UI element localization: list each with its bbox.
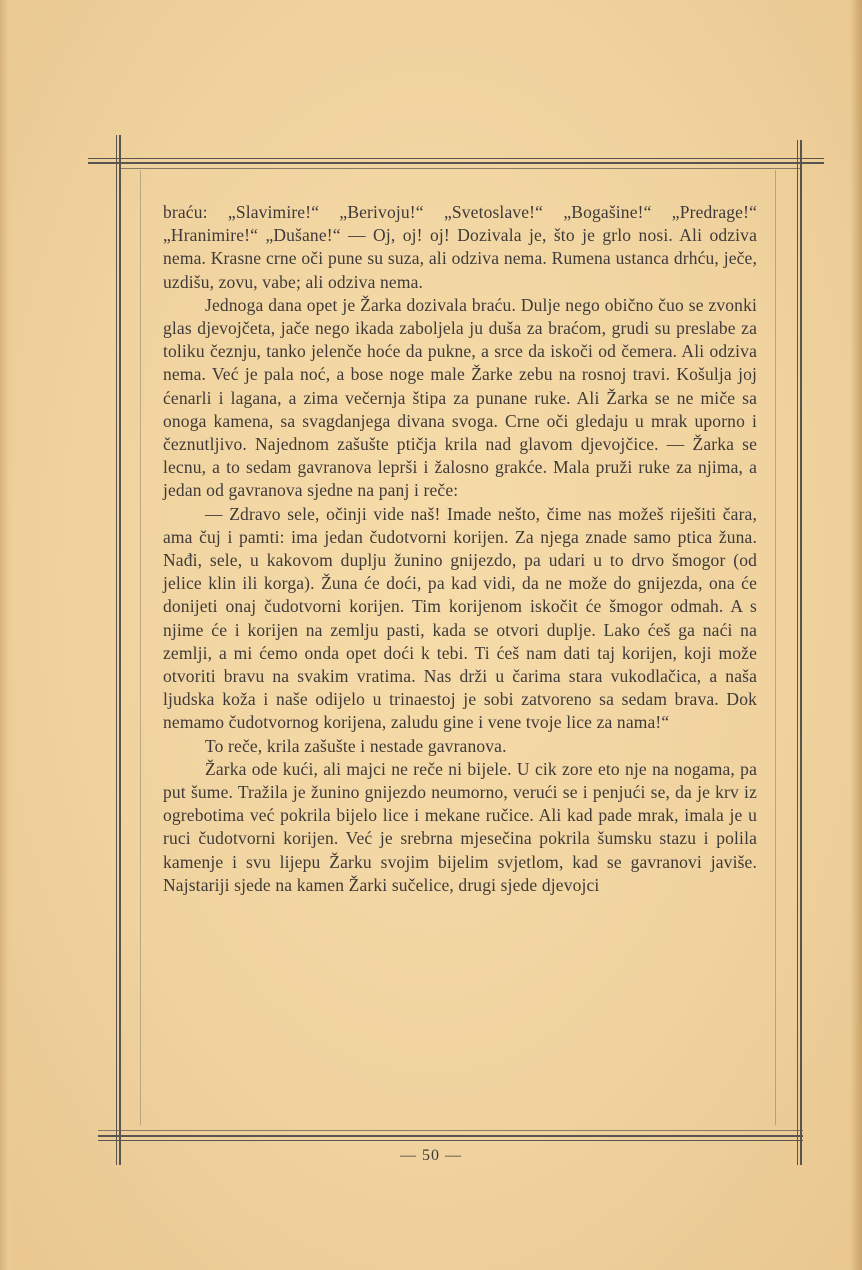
paragraph: — Zdravo sele, očinji vide naš! Imade nešto, čime nas možeš riješiti čara, ama čuj i pamti: ima jedan čudotvorni korijen. Za njega znade samo ptica žuna. Nađi, sele, u kakovom duplju žunino gnijezdo, pa udari u to drvo šmogor (od jelice klin ili korga). Žuna će doći, pa kad vidi, da ne može do gnijezda, ona će donijeti onaj čudotvorni korijen. Tim korijenom iskočit će šmogor odmah. A s njime će i korijen na zemlju pasti, kada se otvori duplje. Lako ćeš ga naći na zemlji, a mi ćemo onda opet doći k tebi. Ti ćeš nam dati taj korijen, koji može otvoriti bravu na svakim vratima. Nas drži u čarima stara vukodlačica, a naša ljudska koža i naše odijelo u trinaestoj je sobi zatvoreno sa sedam brava. Dok nemamo čudotvornog korijena, zaludu gine i vene tvoje lice za nama!“ [163,503,757,733]
frame-left-inner-rule [140,170,141,1125]
frame-right-rule-thick [800,140,802,1165]
paragraph: Žarka ode kući, ali majci ne reče ni bijele. U cik zore eto nje na nogama, pa put šume. Tražila je žunino gnijezdo neumorno, verući se i penjući se, da je krv iz ogrebotima već pokrila bijelo lice i mekane ručice. Ali kad pade mrak, imala je u ruci čudotvorni korijen. Već je srebrna mjesečina pokrila šumsku stazu i polila kamenje i svu lijepu Žarku svojim bijelim svjetlom, kad se gavranovi javiše. Najstariji sjede na kamen Žarki sučelice, drugi sjede djevojci [163,758,757,895]
paragraph: To reče, krila zašušte i nestade gavranova. [205,735,507,756]
frame-bottom-rule-inner [98,1130,803,1131]
frame-top-rule-thick [88,162,824,164]
page-edge-shadow [850,0,862,1270]
frame-left-rule [116,135,117,1165]
page-number: — 50 — [400,1147,462,1164]
frame-top-rule [88,158,824,159]
frame-right-inner-rule [775,170,776,1125]
paragraph: Jednoga dana opet je Žarka dozivala braću. Dulje nego obično čuo se zvonki glas djevojčeta, jače nego ikada zaboljela ju duša za braćom, grudi su preslabe za toliku čeznju, tanko jelenče hoće da pukne, a srce da iskoči od čemera. Ali odziva nema. Već je pala noć, a bose noge male Žarke zebu na rosnoj travi. Košulja joj ćenarli i lagana, a zima večernja štipa za punane ruke. Ali Žarka se ne miče sa onoga kamena, sa svagdanjega divana svoga. Crne oči gledaju u mrak uporno i čeznutljivo. Najednom zašušte ptičja krila nad glavom djevojčice. — Žarka se lecnu, a to sedam gavranova leprši i žalosno grakće. Mala pruži ruke za njima, a jedan od gavranova sjedne na panj i reče: [163,294,757,501]
frame-right-rule [797,140,798,1165]
frame-top-rule-inner [120,168,800,169]
body-text [163,201,757,897]
book-spine-shadow [0,0,14,1270]
frame-bottom-rule [98,1140,803,1141]
paragraph: braću: „Slavimire!“ „Berivoju!“ „Svetoslave!“ „Bogašine!“ „Predrage!“ „Hranimire!“ „Dušane!“ — Oj, oj! oj! Dozivala je, što je grlo nosi. Ali odziva nema. Krasne crne oči pune su suza, ali odziva nema. Rumena ustanca drhću, ječe, uzdišu, zovu, vabe; ali odziva nema. [163,202,757,292]
frame-left-rule-thick [119,135,121,1165]
frame-bottom-rule-thick [98,1135,803,1137]
